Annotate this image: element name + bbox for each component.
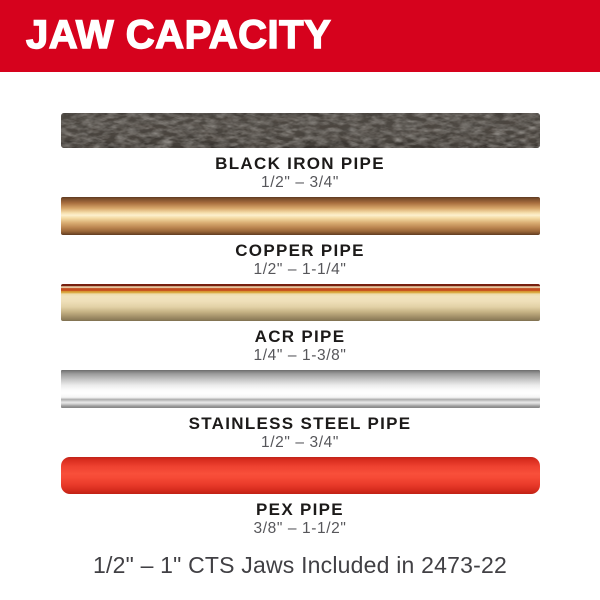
pipe-section-stainless	[0, 370, 600, 452]
pipe-section-copper	[0, 197, 600, 279]
acr-pipe-image	[61, 284, 540, 321]
pipe-list	[0, 72, 600, 579]
included-jaws-note: 1/2" – 1" CTS Jaws Included in 2473-22	[93, 552, 507, 578]
pipe-name: BLACK IRON PIPE	[215, 154, 385, 173]
pex-pipe-image	[61, 457, 540, 494]
pipe-range: 3/8" – 1-1/2"	[253, 520, 347, 537]
black-iron-pipe-image	[61, 113, 540, 148]
pipe-name: PEX PIPE	[256, 500, 344, 519]
black-iron-texture	[61, 113, 540, 148]
pipe-range: 1/2" – 3/4"	[261, 434, 339, 451]
banner	[0, 0, 600, 72]
pipe-name: COPPER PIPE	[235, 241, 365, 260]
stainless-steel-pipe-image	[61, 370, 540, 408]
pipe-range: 1/4" – 1-3/8"	[253, 347, 347, 364]
pipe-name: ACR PIPE	[254, 327, 346, 346]
pipe-section-pex	[0, 457, 600, 538]
copper-pipe-image	[61, 197, 540, 235]
pipe-range: 1/2" – 3/4"	[261, 174, 339, 191]
pipe-section-acr	[0, 284, 600, 365]
pipe-section-black-iron	[0, 113, 600, 192]
page-title: JAW CAPACITY	[26, 12, 332, 57]
pipe-name: STAINLESS STEEL PIPE	[188, 414, 412, 433]
pipe-range: 1/2" – 1-1/4"	[253, 261, 347, 278]
